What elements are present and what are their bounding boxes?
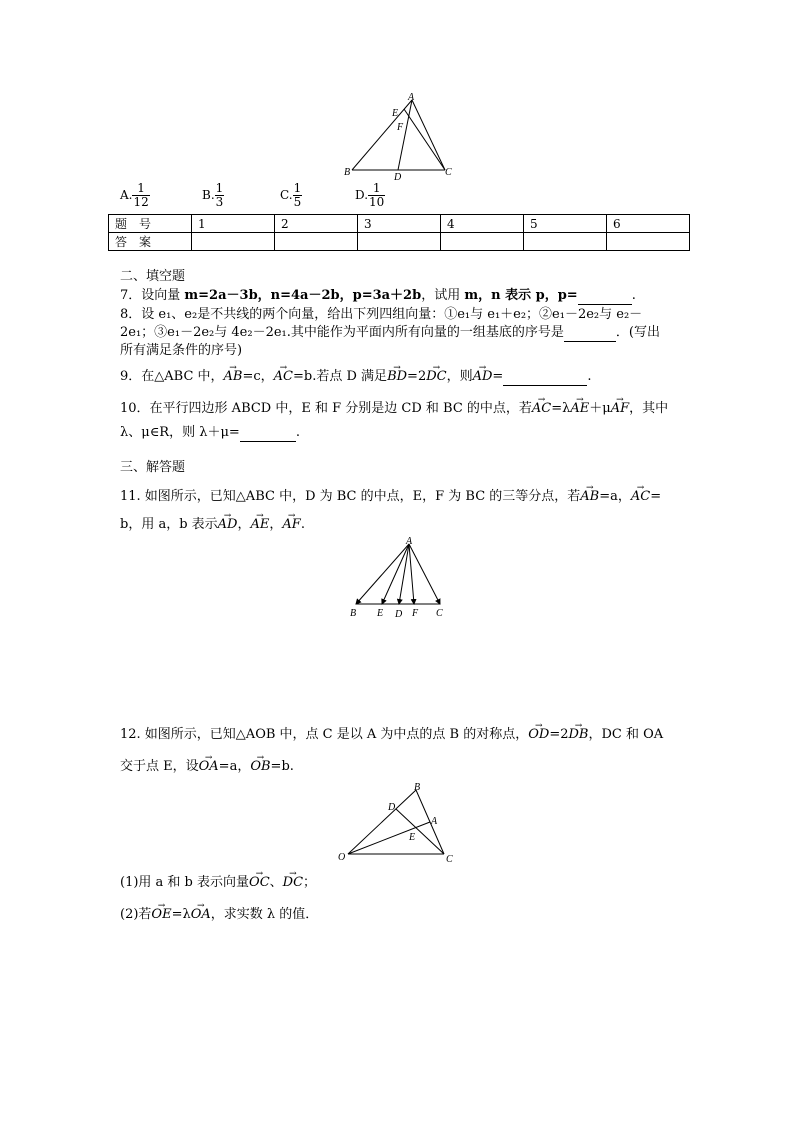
choice-b-fraction (215, 182, 225, 209)
question-7 (120, 287, 636, 305)
choice-c (280, 182, 302, 209)
table-cell-answer[interactable] (275, 233, 358, 251)
fig1-label-e: E (392, 108, 399, 119)
q9-text: =c， (242, 369, 274, 384)
choice-d-letter: D. (355, 188, 369, 202)
fig2-label-e: E (377, 608, 384, 619)
table-cell-answer[interactable] (192, 233, 275, 251)
q11-sep: ， (269, 517, 283, 532)
table-row-numbers (109, 215, 690, 233)
fraction-numerator: 1 (215, 181, 224, 195)
section-2-title: 二、填空题 (120, 269, 186, 284)
choice-b (202, 182, 224, 209)
q10-text: ＋μ (589, 401, 611, 416)
q12-text: =a， (218, 759, 251, 774)
vector-ac: → AC (631, 488, 650, 506)
fig1-label-a: A (408, 92, 415, 103)
figure-1-triangle (340, 92, 460, 184)
vector-af: → AF (282, 516, 300, 534)
q7-tail: m，n 表示 p，p= (464, 288, 578, 303)
question-8-line-2 (120, 324, 660, 342)
vector-ac: → AC (532, 400, 551, 418)
choice-a (120, 182, 150, 209)
table-cell-answer[interactable] (524, 233, 607, 251)
choice-a-fraction (132, 182, 149, 209)
fig1-segment-ec (404, 109, 445, 170)
choice-a-letter: A. (120, 188, 133, 202)
q7-answer-blank[interactable] (578, 304, 632, 305)
q7-definitions: m=2a－3b，n=4a－2b，p=3a＋2b (184, 288, 422, 303)
q10-end: . (295, 425, 300, 440)
vector-bd: → BD (387, 368, 407, 386)
table-cell-number: 2 (275, 215, 358, 233)
fig3-label-d: D (388, 802, 396, 813)
fraction-denominator: 3 (215, 195, 224, 209)
q7-mid: ，试用 (421, 288, 465, 303)
fig2-label-b: B (350, 608, 357, 619)
table-cell-number: 3 (358, 215, 441, 233)
fig3-segment-oa (348, 822, 430, 854)
q9-answer-blank[interactable] (503, 385, 587, 386)
vector-ae: → AE (251, 516, 270, 534)
choice-d (355, 182, 385, 209)
fraction-denominator: 12 (133, 195, 149, 209)
table-header-number: 题 号 (109, 215, 192, 233)
q11-text: b，用 a，b 表示 (120, 517, 218, 532)
question-8-line-1: 8．设 e₁、e₂是不共线的两个向量，给出下列四组向量：①e₁与 e₁＋e₂；②e₁－2e₂与 e₂－ (120, 307, 643, 322)
q12-text: ，DC 和 OA (588, 727, 664, 742)
fig3-label-c: C (446, 854, 453, 865)
vector-ad: → AD (218, 516, 238, 534)
question-10-line-1 (120, 400, 668, 418)
vector-af: → AF (611, 400, 629, 418)
table-cell-answer[interactable] (441, 233, 524, 251)
vector-ab: → AB (580, 488, 599, 506)
fig1-label-b: B (344, 167, 351, 178)
vector-ac: → AC (274, 368, 293, 386)
fig1-label-f: F (397, 122, 404, 133)
q9-text: =b.若点 D 满足 (293, 369, 388, 384)
q12-text: =2 (549, 727, 569, 742)
q10-text: =λ (551, 401, 571, 416)
vector-ob: → OB (250, 758, 270, 776)
q12-text: (1)用 a 和 b 表示向量 (120, 875, 250, 890)
table-cell-number: 4 (441, 215, 524, 233)
table-cell-answer[interactable] (607, 233, 690, 251)
vector-dc: → DC (283, 874, 303, 892)
q8-line2-text: 2e₁；③e₁－2e₂与 4e₂－2e₁.其中能作为平面内所有向量的一组基底的序号是 (120, 325, 564, 340)
question-10-line-2 (120, 424, 300, 442)
q8-answer-blank[interactable] (564, 341, 616, 342)
figure-3-triangle-aob (334, 780, 464, 868)
q12-text: 交于点 E，设 (120, 759, 199, 774)
vector-oe: → OE (151, 906, 171, 924)
fig2-label-f: F (412, 608, 419, 619)
q7-prefix: 7．设向量 (120, 288, 185, 303)
q9-text: 9．在△ABC 中， (120, 369, 224, 384)
fraction-denominator: 10 (369, 195, 385, 209)
choice-d-fraction (368, 182, 385, 209)
q12-end: ； (303, 875, 317, 890)
question-12-part-1 (120, 874, 316, 892)
fig3-label-e: E (409, 832, 416, 843)
fig2-label-a: A (406, 536, 413, 547)
question-11-line-2 (120, 516, 305, 534)
fig2-segment-ae (382, 544, 409, 604)
table-cell-answer[interactable] (358, 233, 441, 251)
q12-text: =b. (270, 759, 294, 774)
fig3-label-o: O (338, 852, 346, 863)
fig2-label-c: C (436, 608, 443, 619)
fraction-denominator: 5 (293, 195, 302, 209)
choice-c-fraction (293, 182, 303, 209)
vector-ad: → AD (473, 368, 493, 386)
q11-text: = (650, 489, 662, 504)
table-cell-number: 5 (524, 215, 607, 233)
fig1-label-c: C (445, 167, 452, 178)
q10-text: λ、μ∈R，则 λ＋μ= (120, 425, 240, 440)
table-cell-number: 6 (607, 215, 690, 233)
fraction-numerator: 1 (293, 181, 302, 195)
table-cell-number: 1 (192, 215, 275, 233)
q12-sep: 、 (269, 875, 283, 890)
vector-dc: → DC (426, 368, 446, 386)
vector-ab: → AB (224, 368, 243, 386)
q10-text: 10．在平行四边形 ABCD 中，E 和 F 分别是边 CD 和 BC 的中点，若 (120, 401, 532, 416)
q11-text: 11. 如图所示，已知△ABC 中，D 为 BC 的中点，E，F 为 BC 的三等分点，若 (120, 489, 581, 504)
q9-end: . (587, 369, 592, 384)
q12-text: 12. 如图所示，已知△AOB 中，点 C 是以 A 为中点的点 B 的对称点， (120, 727, 529, 742)
vector-oa: → OA (191, 906, 211, 924)
q9-text: ，则 (446, 369, 473, 384)
fraction-numerator: 1 (368, 182, 385, 196)
fig2-segment-ab (356, 544, 409, 604)
q9-text: = (492, 369, 504, 384)
fraction-numerator: 1 (132, 182, 149, 196)
q10-answer-blank[interactable] (240, 441, 296, 442)
vector-ae: → AE (570, 400, 589, 418)
figure-2-triangle-fan (344, 536, 454, 622)
question-9 (120, 368, 591, 386)
vector-oa: → OA (199, 758, 219, 776)
q9-text: =2 (407, 369, 427, 384)
q12-text: (2)若 (120, 907, 152, 922)
q7-end: . (631, 288, 636, 303)
vector-db: → DB (568, 726, 588, 744)
fig2-label-d: D (395, 609, 403, 620)
vector-oc: → OC (249, 874, 270, 892)
q11-sep: ， (237, 517, 251, 532)
question-12-part-2 (120, 906, 318, 924)
q12-text: ，求实数 λ 的值． (210, 907, 319, 922)
fig3-segment-ob (348, 790, 416, 854)
fig1-segment-ab (352, 100, 412, 170)
table-header-answer: 答 案 (109, 233, 192, 251)
question-12-line-1 (120, 726, 663, 744)
q8-line2-end: ．(写出 (615, 325, 660, 340)
q10-text: ，其中 (629, 401, 669, 416)
section-3-title: 三、解答题 (120, 460, 186, 475)
question-12-line-2 (120, 758, 294, 776)
fig3-label-b: B (414, 782, 421, 793)
fig1-segment-ac (412, 100, 445, 170)
choice-c-letter: C. (280, 188, 293, 202)
question-11-line-1 (120, 488, 661, 506)
table-row-answers (109, 233, 690, 251)
choice-b-letter: B. (202, 188, 215, 202)
q11-end: . (300, 517, 305, 532)
fig1-label-d: D (394, 172, 402, 183)
fig3-label-a: A (431, 816, 438, 827)
q11-text: =a， (599, 489, 631, 504)
vector-od: → OD (528, 726, 549, 744)
answer-table (108, 214, 690, 251)
question-8-line-3: 所有满足条件的序号) (120, 343, 243, 358)
q12-text: =λ (171, 907, 191, 922)
